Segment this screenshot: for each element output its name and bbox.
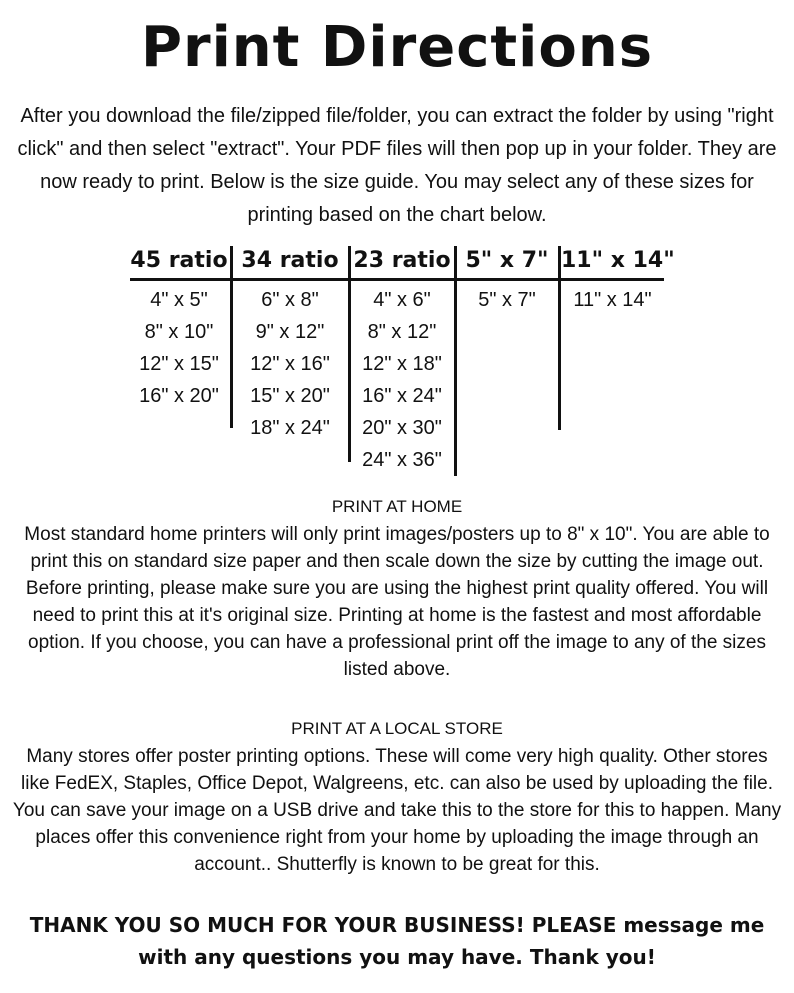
size-cell: 18" x 24" bbox=[250, 417, 330, 439]
size-cell: 12" x 15" bbox=[139, 353, 219, 375]
size-cell: 16" x 20" bbox=[139, 385, 219, 407]
size-cell: 8" x 10" bbox=[144, 321, 214, 343]
size-cell: 5" x 7" bbox=[478, 289, 536, 311]
intro-paragraph: After you download the file/zipped file/folder, you can extract the folder by using "right click" and then select "extract". Your PDF files will then pop up in your folder. They are now ready to print. Below is the size guide. You may select any of these sizes for printing based on the chart below. bbox=[17, 105, 777, 226]
size-cell: 16" x 24" bbox=[362, 385, 442, 407]
print-at-home-heading: PRINT AT HOME bbox=[331, 497, 463, 516]
column-header: 45 ratio bbox=[130, 248, 228, 273]
size-cell: 4" x 6" bbox=[373, 289, 431, 311]
size-cell: 20" x 30" bbox=[362, 417, 442, 439]
size-cell: 24" x 36" bbox=[362, 449, 442, 471]
size-cell: 12" x 16" bbox=[250, 353, 330, 375]
print-at-store-heading: PRINT AT A LOCAL STORE bbox=[291, 719, 503, 738]
page-title: Print Directions bbox=[140, 15, 654, 80]
table-column-45-ratio bbox=[130, 244, 228, 474]
table-column-5x7 bbox=[457, 244, 557, 474]
size-cell: 9" x 12" bbox=[255, 321, 325, 343]
size-cell: 12" x 18" bbox=[362, 353, 442, 375]
table-column-23-ratio bbox=[351, 244, 453, 474]
size-cell: 4" x 5" bbox=[150, 289, 208, 311]
size-cell: 11" x 14" bbox=[573, 289, 652, 311]
size-cell: 8" x 12" bbox=[367, 321, 437, 343]
column-header: 34 ratio bbox=[241, 248, 339, 273]
column-header: 11" x 14" bbox=[561, 248, 675, 273]
table-column-11x14 bbox=[561, 244, 675, 474]
thank-you-note: THANK YOU SO MUCH FOR YOUR BUSINESS! PLEASE message me with any questions you may have. Thank you! bbox=[29, 913, 765, 969]
print-at-store-paragraph: Many stores offer poster printing options. These will come very high quality. Other stores like FedEX, Staples, Office Depot, Walgreens, etc. can also be used by uploading the file. You can save your image on a USB drive and take this to the store for this to happen. Many places offer this convenience right from your home by uploading the image through an account.. Shutterfly is known to be great for this. bbox=[12, 746, 782, 875]
size-cell: 15" x 20" bbox=[250, 385, 330, 407]
size-guide-table bbox=[130, 244, 675, 474]
size-cell: 6" x 8" bbox=[261, 289, 319, 311]
column-header: 5" x 7" bbox=[465, 248, 549, 273]
table-column-34-ratio bbox=[233, 244, 347, 474]
column-header: 23 ratio bbox=[353, 248, 451, 273]
print-at-home-paragraph: Most standard home printers will only print images/posters up to 8" x 10". You are able to print this on standard size paper and then scale down the size by cutting the image out. Before printing, please make sure you are using the highest print quality offered. You will need to print this at it's original size. Printing at home is the fastest and most affordable option. If you choose, you can have a professional print off the image to any of the sizes listed above. bbox=[24, 524, 770, 680]
